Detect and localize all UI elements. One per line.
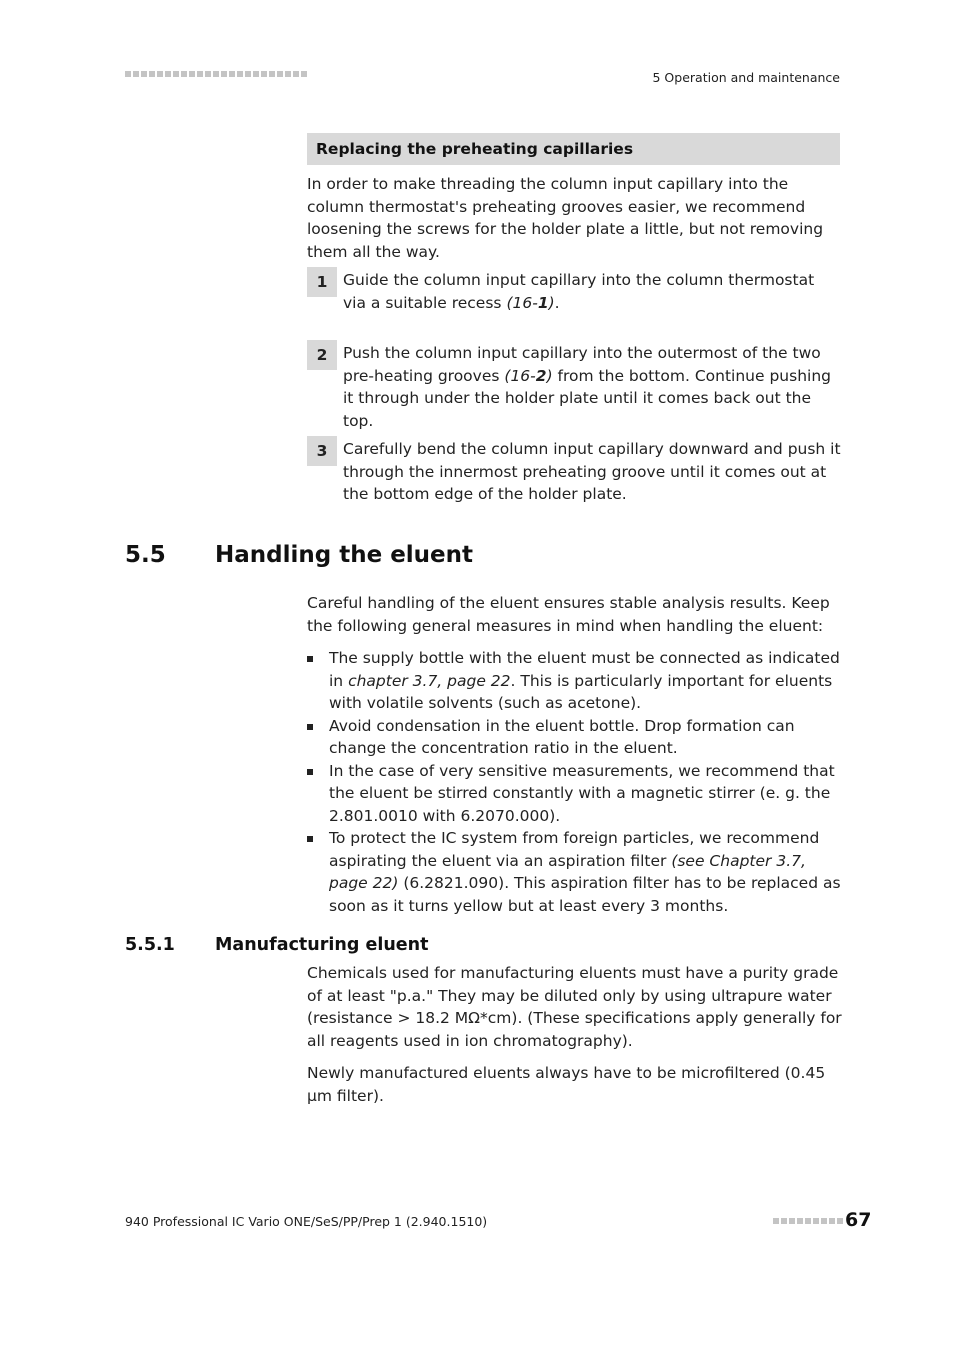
- subsection-heading: [125, 935, 429, 955]
- section-intro: Careful handling of the eluent ensures stable analysis results. Keep the following general measures in mind when handling the eluent:: [307, 594, 830, 635]
- list-item: Avoid condensation in the eluent bottle. Drop formation can change the concentration ratio in the eluent.: [307, 715, 842, 760]
- procedure-step: [307, 269, 842, 314]
- list-item: To protect the IC system from foreign particles, we recommend aspirating the eluent via an aspiration filter (see Chapter 3.7, page 22) (6.2821.090). This aspiration filter has to be replaced as soon as it turns yellow but at least every 3 months.: [307, 827, 842, 917]
- section-heading: [125, 542, 473, 568]
- step-number: 1: [307, 267, 337, 297]
- step-text: Guide the column input capillary into the column thermostat via a suitable recess (16-1).: [343, 271, 815, 312]
- procedure-title: Replacing the preheating capillaries: [307, 133, 840, 165]
- list-item: The supply bottle with the eluent must be connected as indicated in chapter 3.7, page 22. This is particularly important for eluents with volatile solvents (such as acetone).: [307, 647, 842, 715]
- step-text: Push the column input capillary into the outermost of the two pre-heating grooves (16-2) from the bottom. Continue pushing it through under the holder plate until it comes back out the top.: [343, 344, 831, 430]
- footer-decoration: [773, 1218, 843, 1224]
- running-header: 5 Operation and maintenance: [652, 70, 840, 85]
- section-number: 5.5: [125, 542, 166, 568]
- section-title: Handling the eluent: [215, 542, 474, 568]
- cross-reference[interactable]: chapter 3.7, page 22: [348, 671, 511, 690]
- page-number: 67: [845, 1209, 872, 1231]
- procedure-intro: In order to make threading the column input capillary into the column thermostat's preheating grooves easier, we recommend loosening the screws for the holder plate a little, but not removing them all the way.: [307, 175, 824, 261]
- subsection-title: Manufacturing eluent: [215, 935, 429, 955]
- header-decoration: [125, 71, 307, 77]
- step-text: Carefully bend the column input capillary downward and push it through the innermost preheating groove until it comes out at the bottom edge of the holder plate.: [343, 440, 841, 503]
- paragraph: Chemicals used for manufacturing eluents must have a purity grade of at least "p.a." They may be diluted only by using ultrapure water (resistance > 18.2 MΩ*cm). (These specifications apply generally for all reagents used in ion chromatography).: [307, 964, 842, 1050]
- procedure-step: [307, 342, 842, 432]
- procedure-step: [307, 438, 842, 506]
- cross-reference[interactable]: (see Chapter 3.7, page 22): [329, 851, 806, 892]
- footer-product: 940 Professional IC Vario ONE/SeS/PP/Prep 1 (2.940.1510): [125, 1214, 488, 1229]
- figure-reference[interactable]: (16-1): [506, 293, 555, 312]
- subsection-number: 5.5.1: [125, 935, 175, 955]
- paragraph: Newly manufactured eluents always have to be microfiltered (0.45 µm filter).: [307, 1064, 826, 1105]
- figure-reference[interactable]: (16-2): [504, 366, 553, 385]
- list-item: In the case of very sensitive measurements, we recommend that the eluent be stirred constantly with a magnetic stirrer (e. g. the 2.801.0010 with 6.2070.000).: [307, 760, 842, 828]
- measures-list: [307, 647, 842, 917]
- step-number: 3: [307, 436, 337, 466]
- step-number: 2: [307, 340, 337, 370]
